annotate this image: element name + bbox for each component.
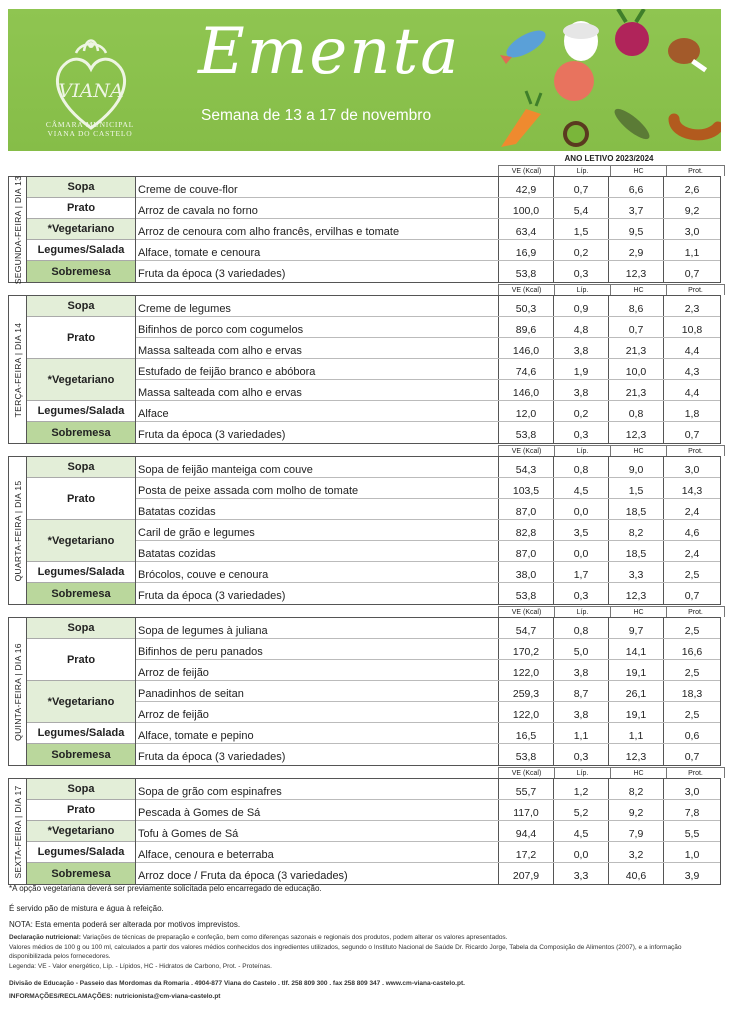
nutrition-value: 82,8 (498, 520, 553, 540)
dish-name: Sopa de grão com espinafres (138, 786, 282, 798)
day-label: QUINTA-FEIRA | DIA 16 (9, 618, 27, 765)
menu-row (136, 562, 720, 583)
nutrition-value: 6,6 (608, 177, 663, 197)
nutrition-value: 259,3 (498, 681, 553, 701)
nutrition-value: 16,6 (663, 639, 720, 659)
nutrition-value: 18,5 (608, 541, 663, 561)
dish-name: Alface, cenoura e beterraba (138, 849, 274, 861)
nutrition-value: 3,2 (608, 842, 663, 862)
category-cell: *Vegetariano (27, 821, 135, 842)
dish-name: Creme de couve-flor (138, 184, 238, 196)
dish-name: Bifinhos de peru panados (138, 646, 263, 658)
nutrition-value: 54,3 (498, 457, 553, 477)
nutrition-value: 2,4 (663, 499, 720, 519)
logo-caption: CÂMARA MUNICIPAL VIANA DO CASTELO (45, 120, 135, 138)
nutrition-value: 1,1 (663, 240, 720, 260)
nutrition-value: 0,2 (553, 240, 608, 260)
nutrition-value: 5,5 (663, 821, 720, 841)
nutrition-value: 4,4 (663, 338, 720, 358)
dish-name: Arroz de cenoura com alho francês, ervilhas e tomate (138, 226, 400, 238)
nutrition-value: 87,0 (498, 499, 553, 519)
nutrition-value: 122,0 (498, 702, 553, 722)
beet-illustration (615, 9, 649, 56)
dish-name: Alface, tomate e pepino (138, 730, 254, 742)
category-cell: Prato (27, 639, 135, 681)
nutrition-value: 207,9 (498, 863, 553, 884)
dish-name: Arroz de cavala no forno (138, 205, 258, 217)
menu-row (136, 723, 720, 744)
column-header-row (498, 284, 721, 295)
dish-name: Batatas cozidas (138, 506, 216, 518)
nutrition-value: 18,5 (608, 499, 663, 519)
column-header: Líp. (554, 284, 611, 295)
contact-info: INFORMAÇÕES/RECLAMAÇÕES: nutricionista@cm-viana-castelo.pt (9, 992, 221, 1000)
nutrition-value: 1,7 (553, 562, 608, 582)
nutrition-value: 0,8 (608, 401, 663, 421)
nutrition-value: 3,0 (663, 219, 720, 239)
nutrition-value: 1,9 (553, 359, 608, 379)
menu-row (136, 457, 720, 478)
nutrition-value: 53,8 (498, 422, 553, 443)
nutrition-value: 1,1 (553, 723, 608, 743)
nutrition-value: 1,5 (608, 478, 663, 498)
nutrition-value: 0,7 (608, 317, 663, 337)
category-cell: *Vegetariano (27, 359, 135, 401)
dish-name: Alface (138, 408, 169, 420)
column-header: VE (Kcal) (498, 606, 555, 617)
column-header: Prot. (666, 445, 725, 456)
category-cell: Legumes/Salada (27, 240, 135, 261)
svg-text:VIANA: VIANA (58, 80, 124, 102)
change-note: NOTA: Esta ementa poderá ser alterada por motivos imprevistos. (9, 920, 241, 929)
nutrition-value: 3,5 (553, 520, 608, 540)
nutrition-value: 4,4 (663, 380, 720, 400)
dish-name: Sopa de legumes à juliana (138, 625, 268, 637)
nutrition-declaration: Declaração nutricional: Variações de técnicas de preparação e confeção, bem como diferenças sazonais e regionais dos produtos, podem alterar os valores apresentados. (9, 934, 508, 941)
menu-row (136, 583, 720, 604)
nutrition-value: 0,0 (553, 541, 608, 561)
nutrition-value: 1,0 (663, 842, 720, 862)
menu-row (136, 198, 720, 219)
nutrition-value: 8,6 (608, 296, 663, 316)
category-cell: *Vegetariano (27, 520, 135, 562)
nutrition-value: 7,9 (608, 821, 663, 841)
dish-name: Arroz de feijão (138, 709, 209, 721)
column-header: Prot. (666, 606, 725, 617)
menu-row (136, 821, 720, 842)
nutrition-value: 42,9 (498, 177, 553, 197)
nutrition-value: 3,8 (553, 660, 608, 680)
division-address: Divisão de Educação - Passeio das Mordomas da Romaria . 4904-877 Viana do Castelo . tlf. 258 809 300 . fax 258 809 347 . www.cm-viana-castelo.pt. (9, 980, 465, 987)
nutrition-value: 53,8 (498, 583, 553, 604)
dish-name: Tofu à Gomes de Sá (138, 828, 239, 840)
column-header: HC (610, 606, 667, 617)
nutrition-value: 94,4 (498, 821, 553, 841)
turnip-illustration (563, 21, 599, 61)
nutrition-value: 0,3 (553, 261, 608, 282)
menu-row (136, 660, 720, 681)
nutrition-value: 16,5 (498, 723, 553, 743)
column-header: Líp. (554, 606, 611, 617)
nutrition-value: 4,8 (553, 317, 608, 337)
dish-name: Massa salteada com alho e ervas (138, 387, 302, 399)
nutrition-value: 12,3 (608, 744, 663, 765)
day-block (8, 295, 721, 444)
vegetarian-note: *A opção vegetariana deverá ser previamente solicitada pelo encarregado de educação. (9, 884, 322, 893)
values-explanation: Valores médios de 100 g ou 100 ml, calculados a partir dos valores médios conhecidos dos ingredientes utilizados, segundo o Instituto Nacional de Saúde Dr. Ricardo Jorge, Tabela da Composição de Alimentos (2007), e a informação disponibilizada pelos fornecedores. (9, 943, 682, 960)
category-cell: Sopa (27, 296, 135, 317)
nutrition-value: 9,5 (608, 219, 663, 239)
menu-row (136, 478, 720, 499)
nutrition-value: 117,0 (498, 800, 553, 820)
category-cell: *Vegetariano (27, 219, 135, 240)
category-cell: Prato (27, 198, 135, 219)
nutrition-value: 53,8 (498, 744, 553, 765)
menu-row (136, 800, 720, 821)
tomato-illustration (554, 61, 594, 101)
nutrition-value: 89,6 (498, 317, 553, 337)
nutrition-value: 9,2 (663, 198, 720, 218)
nutrition-value: 16,9 (498, 240, 553, 260)
dish-name: Estufado de feijão branco e abóbora (138, 366, 316, 378)
nutrition-value: 0,8 (553, 618, 608, 638)
menu-row (136, 422, 720, 443)
dish-name: Pescada à Gomes de Sá (138, 807, 261, 819)
nutrition-value: 1,1 (608, 723, 663, 743)
nutrition-value: 3,0 (663, 457, 720, 477)
nutrition-value: 19,1 (608, 660, 663, 680)
nutrition-value: 1,5 (553, 219, 608, 239)
nutrition-value: 9,2 (608, 800, 663, 820)
nutrition-value: 100,0 (498, 198, 553, 218)
menu-row (136, 380, 720, 401)
category-cell: Sobremesa (27, 261, 135, 282)
column-header-row (498, 767, 721, 778)
menu-row (136, 618, 720, 639)
nutrition-value: 21,3 (608, 380, 663, 400)
column-header: VE (Kcal) (498, 165, 555, 176)
menu-row (136, 863, 720, 884)
dish-name: Fruta da época (3 variedades) (138, 751, 286, 763)
nutrition-value: 2,9 (608, 240, 663, 260)
column-header: Líp. (554, 445, 611, 456)
nutrition-value: 4,3 (663, 359, 720, 379)
column-header: VE (Kcal) (498, 767, 555, 778)
dish-name: Fruta da época (3 variedades) (138, 429, 286, 441)
menu-row (136, 240, 720, 261)
nutrition-value: 146,0 (498, 380, 553, 400)
menu-row (136, 541, 720, 562)
nutrition-value: 12,3 (608, 422, 663, 443)
nutrition-value: 87,0 (498, 541, 553, 561)
nutrition-value: 9,0 (608, 457, 663, 477)
sausage-illustration (674, 119, 718, 135)
column-header: Prot. (666, 165, 725, 176)
bean-pod-illustration (611, 104, 654, 143)
nutrition-value: 40,6 (608, 863, 663, 884)
day-block (8, 617, 721, 766)
nutrition-value: 8,2 (608, 779, 663, 799)
column-header-row (498, 445, 721, 456)
menu-row (136, 744, 720, 765)
nutrition-value: 14,3 (663, 478, 720, 498)
column-header: Líp. (554, 165, 611, 176)
legend: Legenda: VE - Valor energético, Líp. - Lípidos, HC - Hidratos de Carbono, Prot. - Proteínas. (9, 962, 272, 970)
dish-name: Batatas cozidas (138, 548, 216, 560)
nutrition-value: 170,2 (498, 639, 553, 659)
nutrition-value: 8,7 (553, 681, 608, 701)
category-cell: Sobremesa (27, 583, 135, 604)
column-header: VE (Kcal) (498, 284, 555, 295)
dish-name: Sopa de feijão manteiga com couve (138, 464, 313, 476)
nutrition-value: 3,8 (553, 380, 608, 400)
menu-row (136, 261, 720, 282)
nutrition-value: 0,6 (663, 723, 720, 743)
dish-name: Fruta da época (3 variedades) (138, 268, 286, 280)
menu-row (136, 681, 720, 702)
nutrition-value: 3,3 (553, 863, 608, 884)
nutrition-value: 10,8 (663, 317, 720, 337)
carrot-illustration (501, 91, 541, 147)
nutrition-value: 0,7 (663, 261, 720, 282)
day-block (8, 456, 721, 605)
nutrition-value: 0,7 (663, 744, 720, 765)
nutrition-value: 26,1 (608, 681, 663, 701)
menu-row (136, 842, 720, 863)
day-block (8, 176, 721, 283)
day-block (8, 778, 721, 885)
column-header: Líp. (554, 767, 611, 778)
nutrition-value: 0,8 (553, 457, 608, 477)
nutrition-value: 54,7 (498, 618, 553, 638)
column-header: HC (610, 767, 667, 778)
nutrition-value: 12,3 (608, 261, 663, 282)
category-cell: Sopa (27, 457, 135, 478)
nutrition-value: 1,2 (553, 779, 608, 799)
nutrition-value: 1,8 (663, 401, 720, 421)
page-title: Ementa (198, 15, 461, 89)
column-header: HC (610, 284, 667, 295)
category-cell: Prato (27, 800, 135, 821)
fish-illustration (500, 25, 550, 64)
category-cell: Legumes/Salada (27, 723, 135, 744)
dish-name: Caril de grão e legumes (138, 527, 255, 539)
menu-row (136, 219, 720, 240)
nutrition-value: 0,7 (663, 583, 720, 604)
nutrition-value: 2,5 (663, 618, 720, 638)
nutrition-value: 5,0 (553, 639, 608, 659)
nutrition-value: 3,7 (608, 198, 663, 218)
column-header-row (498, 606, 721, 617)
day-label: SEGUNDA-FEIRA | DIA 13 (9, 177, 27, 282)
menu-row (136, 296, 720, 317)
category-cell: Legumes/Salada (27, 401, 135, 422)
nutrition-value: 0,0 (553, 499, 608, 519)
nutrition-value: 2,5 (663, 660, 720, 680)
menu-row (136, 177, 720, 198)
nutrition-value: 38,0 (498, 562, 553, 582)
dish-name: Posta de peixe assada com molho de tomate (138, 485, 359, 497)
dish-name: Alface, tomate e cenoura (138, 247, 261, 259)
dish-name: Panadinhos de seitan (138, 688, 244, 700)
menu-row (136, 779, 720, 800)
nutrition-value: 3,3 (608, 562, 663, 582)
nutrition-value: 14,1 (608, 639, 663, 659)
menu-row (136, 702, 720, 723)
header-banner (8, 9, 721, 151)
day-label: QUARTA-FEIRA | DIA 15 (9, 457, 27, 604)
day-label: TERÇA-FEIRA | DIA 14 (9, 296, 27, 443)
category-cell: Sopa (27, 618, 135, 639)
weekly-menu-table (8, 165, 721, 886)
nutrition-value: 3,9 (663, 863, 720, 884)
category-cell: Legumes/Salada (27, 562, 135, 583)
nutrition-value: 63,4 (498, 219, 553, 239)
nutrition-value: 2,5 (663, 702, 720, 722)
dish-name: Creme de legumes (138, 303, 231, 315)
category-cell: *Vegetariano (27, 681, 135, 723)
category-cell: Sopa (27, 779, 135, 800)
nutrition-value: 0,9 (553, 296, 608, 316)
nutrition-value: 9,7 (608, 618, 663, 638)
nutrition-value: 4,5 (553, 821, 608, 841)
nutrition-value: 74,6 (498, 359, 553, 379)
nutrition-value: 3,8 (553, 702, 608, 722)
dish-name: Arroz doce / Fruta da época (3 variedades) (138, 870, 348, 882)
category-cell: Sobremesa (27, 422, 135, 443)
menu-row (136, 520, 720, 541)
nutrition-value: 0,3 (553, 422, 608, 443)
nutrition-value: 2,4 (663, 541, 720, 561)
kiwi-illustration (563, 121, 589, 147)
column-header: VE (Kcal) (498, 445, 555, 456)
dish-name: Bifinhos de porco com cogumelos (138, 324, 304, 336)
nutrition-value: 12,0 (498, 401, 553, 421)
nutrition-value: 0,3 (553, 744, 608, 765)
column-header: Prot. (666, 284, 725, 295)
week-subtitle: Semana de 13 a 17 de novembro (201, 107, 432, 124)
nutrition-value: 4,6 (663, 520, 720, 540)
menu-row (136, 401, 720, 422)
nutrition-value: 4,5 (553, 478, 608, 498)
nutrition-value: 5,4 (553, 198, 608, 218)
nutrition-value: 3,0 (663, 779, 720, 799)
chicken-leg-illustration (668, 38, 707, 72)
nutrition-value: 21,3 (608, 338, 663, 358)
dish-name: Fruta da época (3 variedades) (138, 590, 286, 602)
bread-note: É servido pão de mistura e água à refeição. (9, 904, 164, 913)
footer-notes (9, 883, 724, 1001)
nutrition-value: 50,3 (498, 296, 553, 316)
nutrition-value: 0,7 (663, 422, 720, 443)
nutrition-value: 0,2 (553, 401, 608, 421)
category-cell: Prato (27, 317, 135, 359)
category-cell: Prato (27, 478, 135, 520)
dish-name: Massa salteada com alho e ervas (138, 345, 302, 357)
category-cell: Sopa (27, 177, 135, 198)
category-cell: Sobremesa (27, 744, 135, 765)
vegetable-illustrations (496, 9, 721, 151)
nutrition-value: 122,0 (498, 660, 553, 680)
nutrition-value: 53,8 (498, 261, 553, 282)
nutrition-value: 55,7 (498, 779, 553, 799)
nutrition-value: 8,2 (608, 520, 663, 540)
nutrition-value: 3,8 (553, 338, 608, 358)
nutrition-value: 5,2 (553, 800, 608, 820)
menu-row (136, 639, 720, 660)
nutrition-value: 0,0 (553, 842, 608, 862)
menu-row (136, 317, 720, 338)
day-label: SEXTA-FEIRA | DIA 17 (9, 779, 27, 884)
menu-row (136, 359, 720, 380)
nutrition-value: 103,5 (498, 478, 553, 498)
category-cell: Sobremesa (27, 863, 135, 884)
nutrition-value: 0,7 (553, 177, 608, 197)
dish-name: Arroz de feijão (138, 667, 209, 679)
column-header: Prot. (666, 767, 725, 778)
category-cell: Legumes/Salada (27, 842, 135, 863)
nutrition-value: 17,2 (498, 842, 553, 862)
nutrition-value: 2,5 (663, 562, 720, 582)
nutrition-value: 12,3 (608, 583, 663, 604)
nutrition-value: 2,3 (663, 296, 720, 316)
nutrition-value: 10,0 (608, 359, 663, 379)
school-year-label: ANO LETIVO 2023/2024 (564, 154, 654, 163)
dish-name: Brócolos, couve e cenoura (138, 569, 269, 581)
menu-row (136, 499, 720, 520)
nutrition-value: 0,3 (553, 583, 608, 604)
column-header-row (498, 165, 721, 176)
nutrition-value: 146,0 (498, 338, 553, 358)
column-header: HC (610, 165, 667, 176)
nutrition-value: 19,1 (608, 702, 663, 722)
column-header: HC (610, 445, 667, 456)
nutrition-value: 2,6 (663, 177, 720, 197)
menu-row (136, 338, 720, 359)
nutrition-value: 7,8 (663, 800, 720, 820)
nutrition-value: 18,3 (663, 681, 720, 701)
